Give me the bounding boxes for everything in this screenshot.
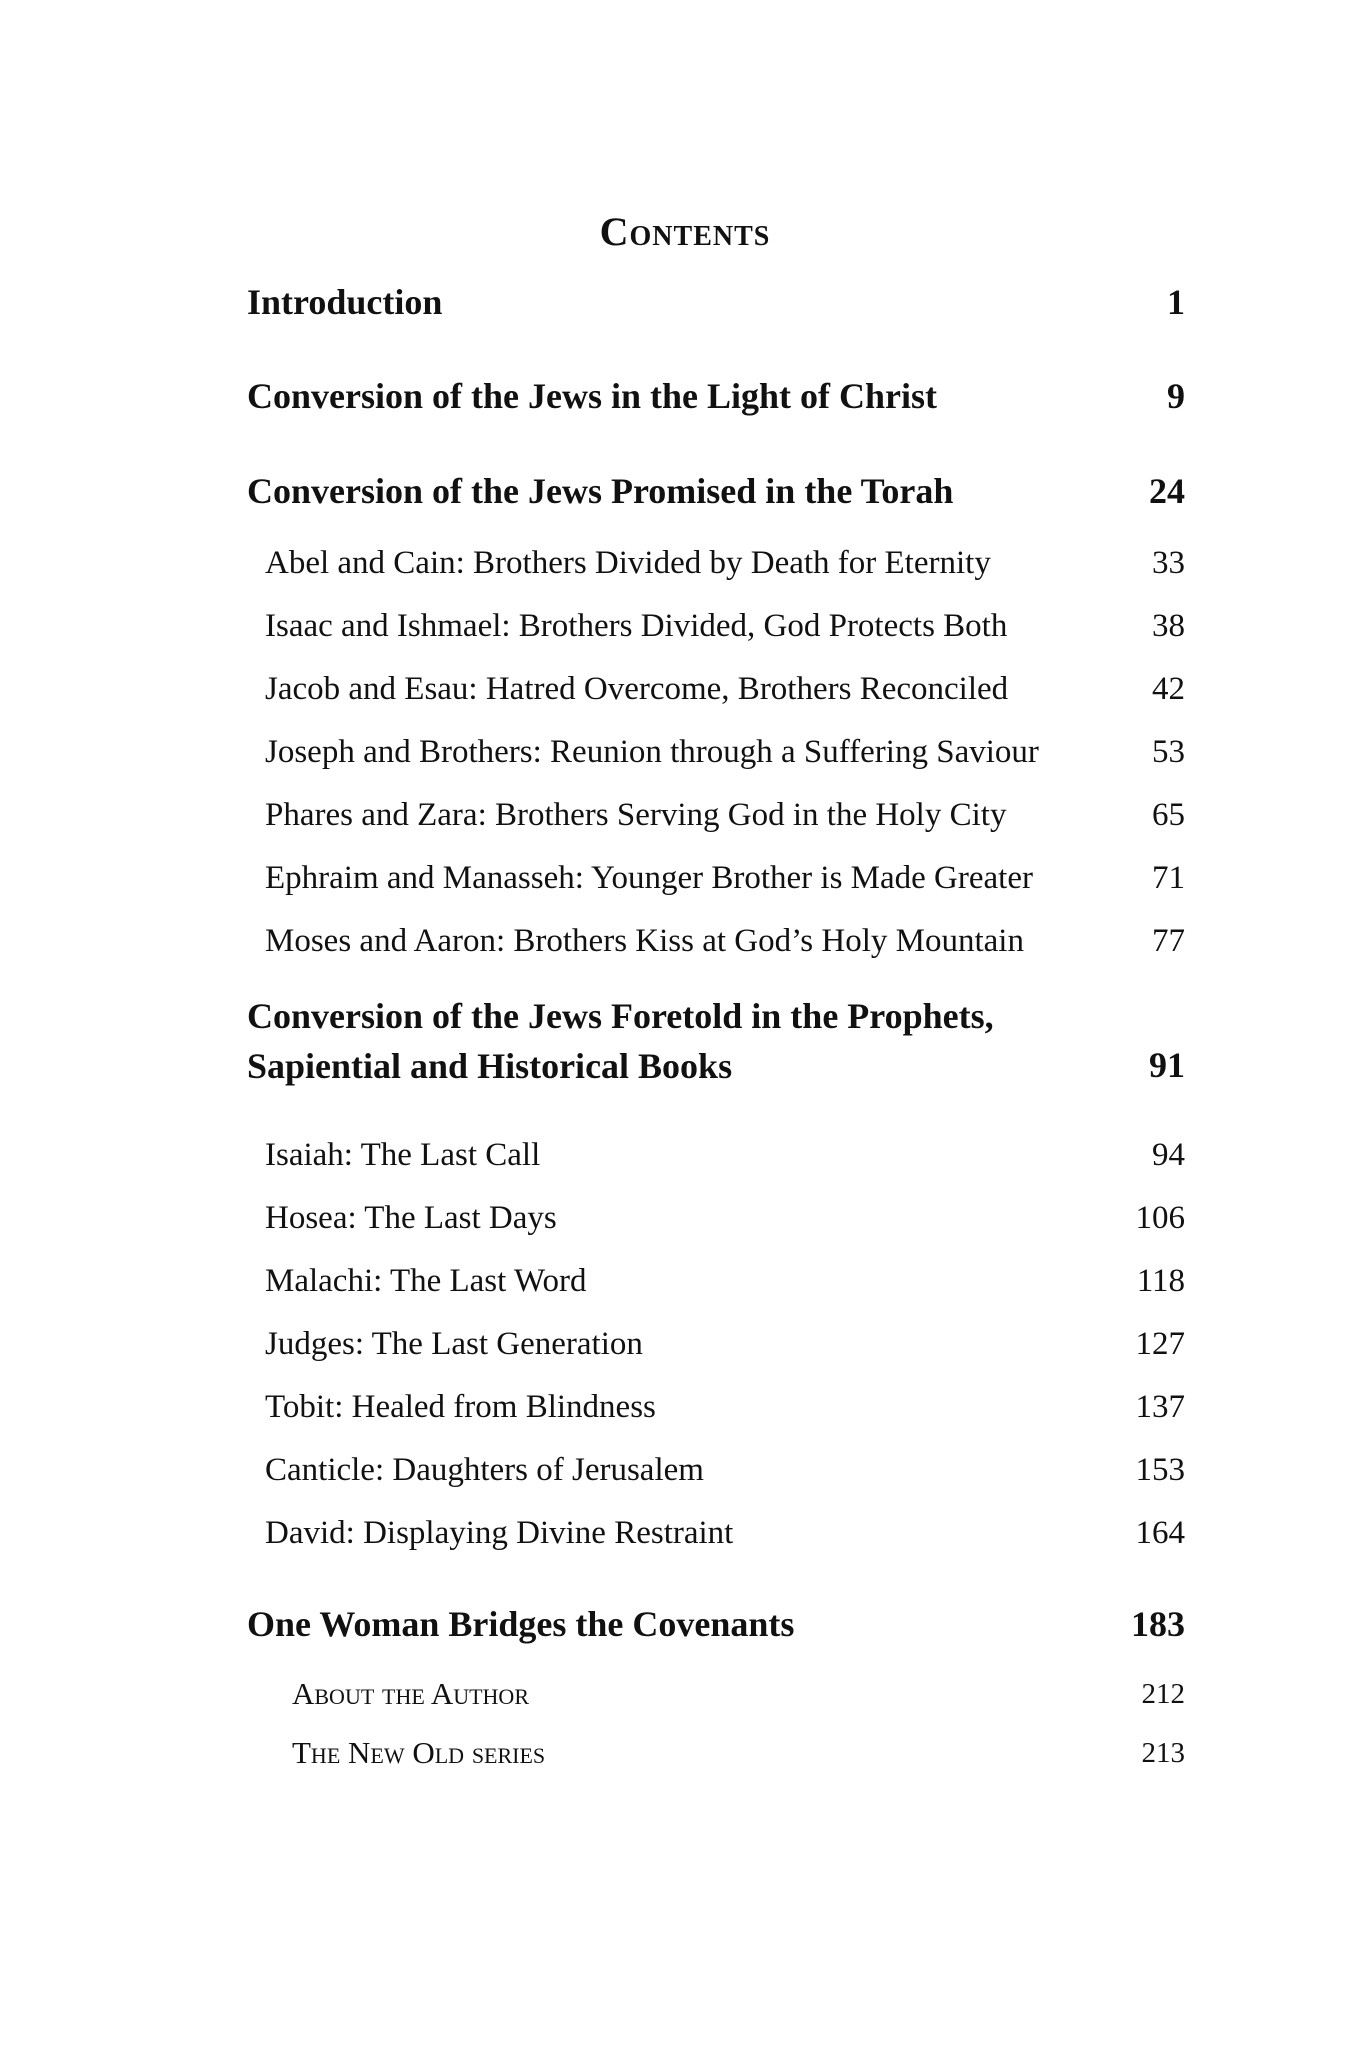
toc-entry-light-of-christ[interactable] <box>0 354 1370 414</box>
toc-entry-title: Judges: The Last Generation <box>265 1326 643 1362</box>
toc-entry-title <box>247 991 994 1091</box>
toc-entry-malachi[interactable] <box>0 1238 1370 1298</box>
toc-entry-jacob-esau[interactable] <box>0 646 1370 706</box>
toc-entry-title: Joseph and Brothers: Reunion through a Suffering Saviour <box>265 734 1039 770</box>
toc-entry-title: Abel and Cain: Brothers Divided by Death for Eternity <box>265 545 991 581</box>
toc-entry-title: Jacob and Esau: Hatred Overcome, Brothers Reconciled <box>265 671 1009 707</box>
toc-entry-title: Phares and Zara: Brothers Serving God in the Holy City <box>265 797 1007 833</box>
toc-entry-title: David: Displaying Divine Restraint <box>265 1515 734 1551</box>
toc-entry-page: 33 <box>1152 545 1185 581</box>
toc-entry-title: Malachi: The Last Word <box>265 1263 587 1299</box>
toc-entry-joseph[interactable] <box>0 709 1370 769</box>
toc-entry-hosea[interactable] <box>0 1175 1370 1235</box>
toc-entry-title: Hosea: The Last Days <box>265 1200 557 1236</box>
toc-entry-page: 65 <box>1152 797 1185 833</box>
toc-entry-page: 106 <box>1135 1200 1185 1236</box>
toc-entry-page: 137 <box>1135 1389 1185 1425</box>
toc-entry-abel-cain[interactable] <box>0 520 1370 580</box>
toc-entry-page: 77 <box>1152 923 1185 959</box>
toc-entry-tobit[interactable] <box>0 1364 1370 1424</box>
toc-entry-title: Isaiah: The Last Call <box>265 1137 541 1173</box>
toc-entry-page: 213 <box>1141 1737 1185 1769</box>
toc-entry-title-line1: Conversion of the Jews Foretold in the Prophets, <box>247 996 994 1036</box>
toc-entry-moses-aaron[interactable] <box>0 898 1370 958</box>
toc-entry-page: 9 <box>1167 376 1185 416</box>
toc-entry-title-line2: Sapiential and Historical Books <box>247 1046 733 1086</box>
toc-entry-title: Tobit: Healed from Blindness <box>265 1389 656 1425</box>
toc-entry-judges[interactable] <box>0 1301 1370 1361</box>
toc-entry-title: The New Old series <box>292 1735 546 1770</box>
toc-entry-page: 212 <box>1141 1678 1185 1710</box>
toc-entry-one-woman[interactable] <box>0 1582 1370 1642</box>
toc-entry-page: 53 <box>1152 734 1185 770</box>
toc-entry-title: One Woman Bridges the Covenants <box>247 1604 795 1644</box>
toc-entry-page: 1 <box>1167 282 1185 322</box>
toc-entry-title: Isaac and Ishmael: Brothers Divided, God Protects Both <box>265 608 1008 644</box>
toc-entry-about-author[interactable] <box>0 1649 1370 1709</box>
toc-entry-title: Conversion of the Jews in the Light of Christ <box>247 376 937 416</box>
toc-entry-isaac-ishmael[interactable] <box>0 583 1370 643</box>
toc-entry-title: Canticle: Daughters of Jerusalem <box>265 1452 704 1488</box>
toc-entry-page: 71 <box>1152 860 1185 896</box>
toc-entry-page: 42 <box>1152 671 1185 707</box>
toc-entry-page: 118 <box>1136 1263 1185 1299</box>
toc-entry-page: 91 <box>1149 1045 1185 1085</box>
toc-entry-isaiah[interactable] <box>0 1112 1370 1172</box>
contents-heading: Contents <box>599 209 771 254</box>
toc-entry-new-old-series[interactable] <box>0 1708 1370 1768</box>
toc-entry-page: 24 <box>1149 471 1185 511</box>
toc-entry-david[interactable] <box>0 1490 1370 1550</box>
toc-entry-prophets[interactable] <box>0 991 1370 1091</box>
toc-entry-page: 94 <box>1152 1137 1185 1173</box>
toc-entry-page: 164 <box>1135 1515 1185 1551</box>
toc-entry-title: Moses and Aaron: Brothers Kiss at God’s Holy Mountain <box>265 923 1024 959</box>
toc-entry-title: Conversion of the Jews Promised in the Torah <box>247 471 954 511</box>
toc-entry-phares-zara[interactable] <box>0 772 1370 832</box>
toc-entry-page: 183 <box>1131 1604 1185 1644</box>
toc-entry-introduction[interactable] <box>0 260 1370 320</box>
toc-entry-page: 38 <box>1152 608 1185 644</box>
toc-entry-title: Ephraim and Manasseh: Younger Brother is Made Greater <box>265 860 1033 896</box>
toc-entry-ephraim-manasseh[interactable] <box>0 835 1370 895</box>
toc-entry-canticle[interactable] <box>0 1427 1370 1487</box>
toc-entry-page: 127 <box>1135 1326 1185 1362</box>
toc-entry-title: Introduction <box>247 282 443 322</box>
toc-entry-page: 153 <box>1135 1452 1185 1488</box>
toc-entry-title: About the Author <box>292 1676 529 1711</box>
toc-entry-torah[interactable] <box>0 449 1370 509</box>
